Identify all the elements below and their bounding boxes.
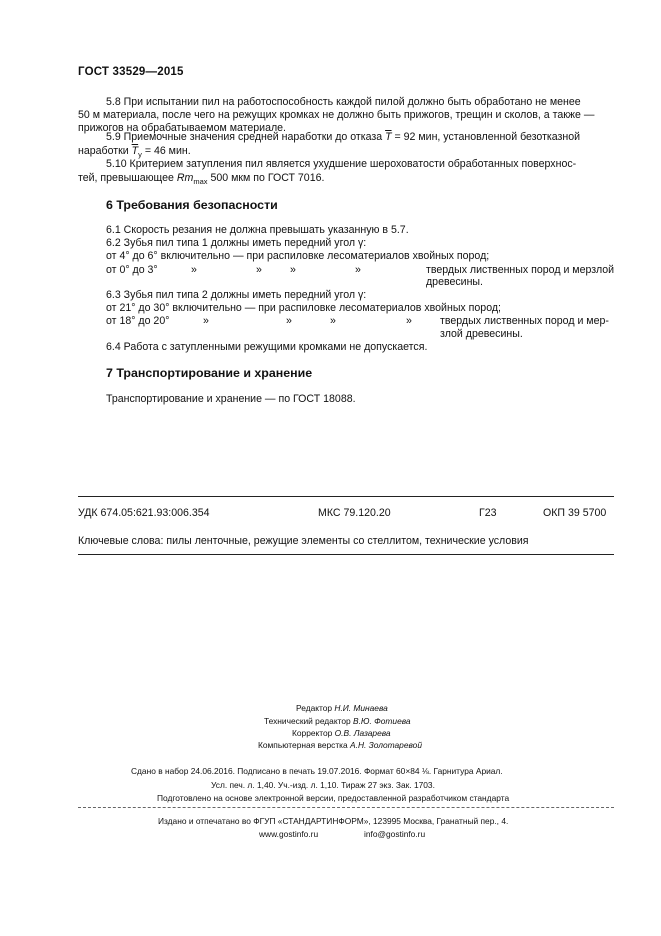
editor-label: Редактор (296, 703, 333, 713)
clause-5-9-text-d: = 46 мин. (144, 145, 191, 157)
print-details-line-1: Сдано в набор 24.06.2016. Подписано в печать 19.07.2016. Формат 60×84 ⅛. Гарнитура Ариал. (131, 766, 503, 776)
clause-6-3-ditto-3: » (330, 315, 336, 327)
layout-label: Компьютерная верстка (258, 740, 348, 750)
section-7-text: Транспортирование и хранение — по ГОСТ 18088. (106, 393, 356, 405)
okp-code: ОКП 39 5700 (543, 507, 607, 519)
website-link[interactable]: www.gostinfo.ru (259, 829, 319, 839)
email-link[interactable]: info@gostinfo.ru (364, 829, 426, 839)
clause-6-3-item-b-from: от 18° до 20° (106, 315, 170, 327)
editor-line (296, 703, 388, 713)
classification-bottom-rule (78, 554, 614, 555)
clause-5-10-line-2 (78, 172, 324, 185)
clause-6-2-item-b-text-2: древесины. (426, 276, 483, 288)
corrector-label: Корректор (292, 728, 333, 738)
clause-6-2-item-a: от 4° до 6° включительно — при распиловке лесоматериалов хвойных пород; (106, 250, 490, 262)
tech-editor-label: Технический редактор (264, 716, 351, 726)
clause-5-8-line-1: 5.8 При испытании пил на работоспособность каждой пилой должно быть обработано не менее (106, 96, 581, 108)
clause-6-3-item-a: от 21° до 30° включительно — при распиловке лесоматериалов хвойных пород; (106, 302, 501, 314)
g-code: Г23 (479, 507, 497, 519)
document-number: ГОСТ 33529—2015 (78, 66, 184, 78)
roughness-subscript: max (193, 177, 208, 186)
clause-6-2-item-b-text-1: твердых лиственных пород и мерзлой (426, 264, 615, 276)
clause-6-3-ditto-4: » (406, 315, 412, 327)
clause-6-2-ditto-1: » (191, 264, 197, 276)
clause-6-3-ditto-1: » (203, 315, 209, 327)
clause-5-9-text-c: наработки (78, 145, 129, 157)
reliable-time-symbol: $\overline{T}$ (131, 145, 139, 157)
imprint-rule (78, 807, 614, 808)
clause-5-8-line-2: 50 м материала, после чего на режущих кромках не должно быть прижогов, трещин и сколов, а также — (78, 109, 595, 121)
tech-editor-line (264, 716, 411, 726)
clause-6-3-item-b-text-2: злой древесины. (440, 328, 523, 340)
clause-6-1: 6.1 Скорость резания не должна превышать указанную в 5.7. (106, 224, 409, 236)
classification-top-rule (78, 496, 614, 497)
clause-5-9-text-b: = 92 мин, установленной безотказной (394, 131, 581, 143)
mean-time-symbol: $\overline{T}$ (385, 131, 392, 143)
mks-code: МКС 79.120.20 (318, 507, 391, 519)
layout-name: А.Н. Золотаревой (350, 740, 422, 750)
clause-6-2-ditto-4: » (355, 264, 361, 276)
corrector-name: О.В. Лазарева (334, 728, 391, 738)
clause-6-2-ditto-3: » (290, 264, 296, 276)
corrector-line (292, 728, 391, 738)
clause-6-2-ditto-2: » (256, 264, 262, 276)
keywords: Ключевые слова: пилы ленточные, режущие элементы со стеллитом, технические условия (78, 535, 529, 547)
clause-6-4: 6.4 Работа с затупленными режущими кромками не допускается. (106, 341, 428, 353)
print-details-line-3: Подготовлено на основе электронной версии, предоставленной разработчиком стандарта (157, 793, 510, 803)
clause-6-2-item-b-from: от 0° до 3° (106, 264, 158, 276)
clause-6-3: 6.3 Зубья пил типа 2 должны иметь передний угол γ: (106, 289, 367, 301)
print-details-line-2: Усл. печ. л. 1,40. Уч.-изд. л. 1,10. Тираж 27 экз. Зак. 1703. (211, 780, 435, 790)
clause-5-10-text-a: тей, превышающее (78, 172, 174, 184)
section-7-title: 7 Транспортирование и хранение (106, 366, 313, 380)
editor-name: Н.И. Минаева (334, 703, 388, 713)
clause-5-9-line-2 (78, 145, 191, 158)
clause-6-3-item-b-text-1: твердых лиственных пород и мер- (440, 315, 609, 327)
clause-6-2: 6.2 Зубья пил типа 1 должны иметь передний угол γ: (106, 237, 367, 249)
section-6-title: 6 Требования безопасности (106, 198, 278, 212)
tech-editor-name: В.Ю. Фотиева (352, 716, 411, 726)
clause-5-9-text-a: 5.9 Приемочные значения средней наработки до отказа (106, 131, 383, 143)
roughness-symbol: Rm (176, 172, 194, 184)
clause-5-9-line-1 (106, 131, 580, 144)
clause-6-3-ditto-2: » (286, 315, 292, 327)
layout-line (258, 740, 422, 750)
clause-5-10-text-b: 500 мкм по ГОСТ 7016. (210, 172, 325, 184)
reliable-time-subscript: у (138, 150, 142, 159)
udk-code: УДК 674.05:621.93:006.354 (78, 507, 210, 519)
clause-5-10-line-1: 5.10 Критерием затупления пил является ухудшение шероховатости обработанных поверхнос- (106, 158, 577, 170)
publisher-line: Издано и отпечатано во ФГУП «СТАНДАРТИНФОРМ», 123995 Москва, Гранатный пер., 4. (158, 816, 509, 826)
clause-5-8-line-3: прижогов на обрабатываемом материале. (78, 122, 286, 134)
